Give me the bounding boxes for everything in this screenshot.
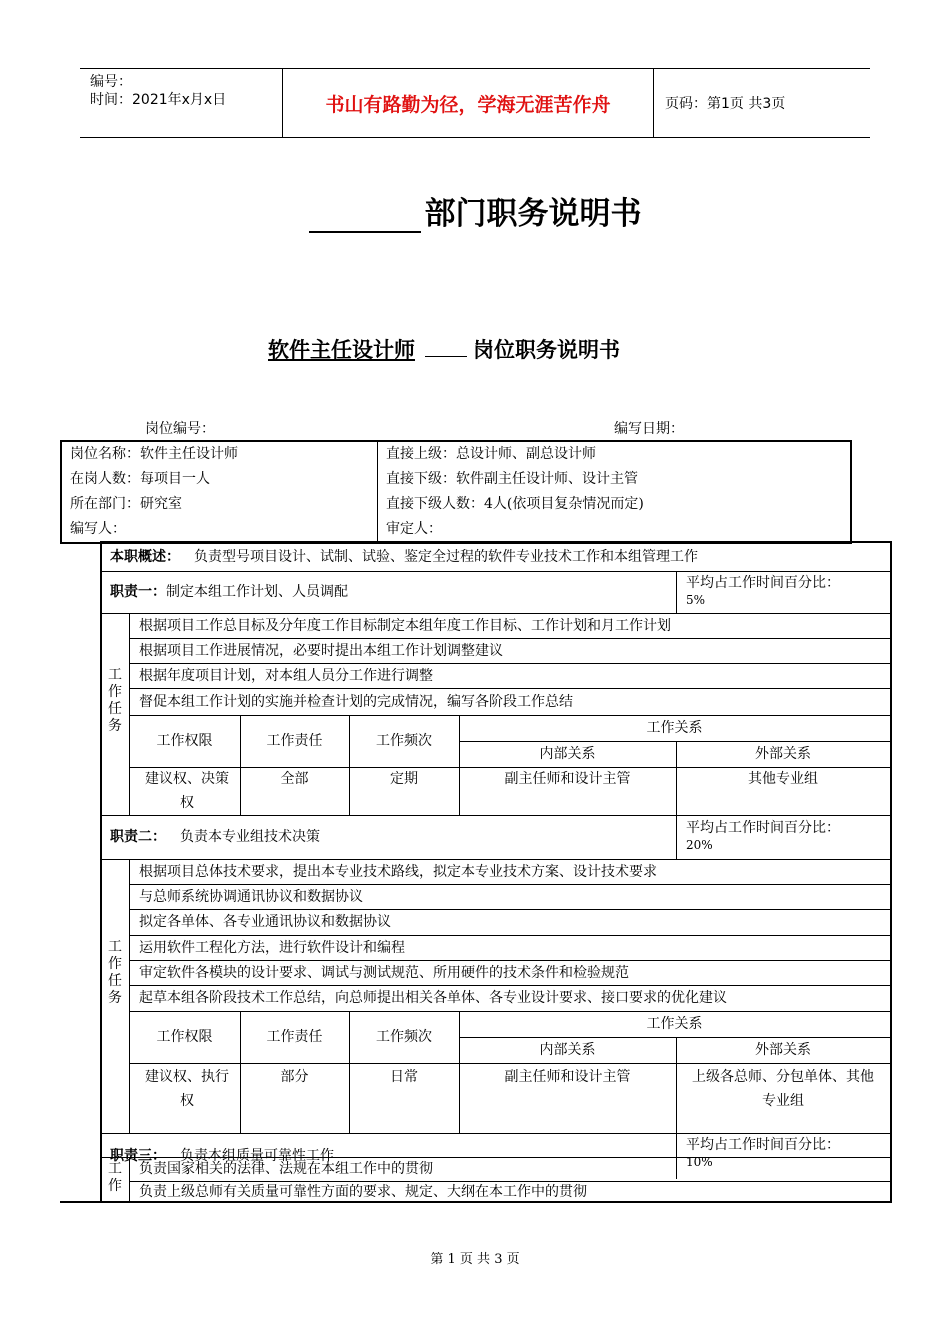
- duty2-title: 负责本专业组技术决策: [180, 829, 320, 845]
- overview-label: 本职概述：: [110, 549, 180, 565]
- duty1-authority: 建议权、决策权: [145, 771, 229, 811]
- rel-header-responsibility: 工作责任: [266, 1029, 323, 1045]
- duty1-title: 制定本组工作计划、人员调配: [166, 584, 348, 600]
- duty2-external: 上级各总师、分包单体、其他专业组: [692, 1069, 874, 1109]
- rel-header-frequency: 工作频次: [376, 1029, 432, 1045]
- info-left: [62, 442, 238, 542]
- row-divider: [129, 1063, 890, 1064]
- task-item: 根据年度项目计划，对本组人员分工作进行调整: [139, 667, 433, 684]
- col-divider: [676, 815, 677, 859]
- duty3-label: 职责三：: [110, 1148, 166, 1164]
- task-item: 根据项目工作总目标及分年度工作目标制定本组年度工作目标、工作计划和月工作计划: [139, 617, 671, 634]
- rel-header-frequency: 工作频次: [376, 733, 432, 749]
- duty2-header: [110, 815, 320, 859]
- task-item: 审定软件各模块的设计要求、调试与测试规范、所用硬件的技术条件和检验规范: [139, 964, 629, 981]
- duty2-frequency: 日常: [390, 1069, 418, 1085]
- position-title-row: [258, 334, 620, 364]
- date-label: 时间：2021年x月x日: [90, 92, 227, 108]
- duty2-internal: 副主任师和设计主管: [504, 1069, 631, 1085]
- write-date-label: 编写日期：: [614, 421, 684, 437]
- info-box: [60, 440, 852, 544]
- doc-title: 部门职务说明书: [424, 196, 642, 232]
- task-item: 起草本组各阶段技术工作总结，向总师提出相关各单体、各专业设计要求、接口要求的优化建议: [139, 990, 727, 1006]
- col-divider: [129, 859, 130, 1133]
- col-divider: [129, 613, 130, 815]
- info-item: 所在部门：研究室: [70, 496, 182, 512]
- task-side-label: 工 作 任 务: [108, 667, 122, 734]
- rel-header-internal: 内部关系: [539, 1042, 596, 1058]
- page-info: 页码：第1页 共3页: [665, 96, 786, 112]
- info-item: 直接下级人数：4人(依项目复杂情况而定): [386, 496, 644, 512]
- task-item: 负责国家相关的法律、法规在本组工作中的贯彻: [139, 1161, 433, 1177]
- duty1-responsibility: 全部: [280, 771, 309, 787]
- rel-header-responsibility: 工作责任: [266, 733, 323, 749]
- duty1-pct: [686, 575, 840, 609]
- info-item: 岗位名称：软件主任设计师: [70, 446, 238, 462]
- page-header: [80, 68, 870, 138]
- duty3-pct: [686, 1137, 840, 1171]
- motto: 书山有路勤为径，学海无涯苦作舟: [282, 69, 654, 137]
- duty1-internal: 副主任师和设计主管: [504, 771, 631, 787]
- col-divider: [676, 1133, 677, 1179]
- position-name: 软件主任设计师: [268, 338, 415, 362]
- table-bottom-line: [60, 1201, 890, 1203]
- duty3-title: 负责本组质量可靠性工作: [180, 1148, 334, 1164]
- pct-value: 5%: [686, 593, 706, 607]
- duty2-responsibility: 部分: [280, 1069, 309, 1085]
- rel-header-relations: 工作关系: [646, 1016, 703, 1032]
- overview-row: [110, 543, 698, 571]
- col-divider: [676, 571, 677, 613]
- duty2-authority: 建议权、执行权: [145, 1069, 229, 1109]
- info-item: 直接下级：软件副主任设计师、设计主管: [386, 471, 638, 487]
- rel-header-internal: 内部关系: [539, 746, 596, 762]
- duty2-label: 职责二：: [110, 829, 166, 845]
- duty1-header: [110, 571, 348, 613]
- rel-header-relations: 工作关系: [646, 720, 703, 736]
- rel-header-authority: 工作权限: [156, 733, 213, 749]
- task-item: 运用软件工程化方法，进行软件设计和编程: [139, 939, 405, 956]
- info-item: 在岗人数：每项目一人: [70, 471, 210, 487]
- info-item: 直接上级：总设计师、副总设计师: [386, 446, 596, 462]
- duty1-frequency: 定期: [390, 771, 418, 787]
- duty-table: [100, 541, 892, 1203]
- header-left: [90, 73, 226, 109]
- title-blank: [309, 201, 421, 233]
- task-item: 根据项目总体技术要求，提出本专业技术路线，拟定本专业技术方案、设计技术要求: [139, 863, 657, 880]
- number-label: 编号：: [90, 74, 132, 90]
- pct-label: 平均占工作时间百分比：: [686, 820, 840, 836]
- task-side-label: 工 作 任 务: [108, 939, 122, 1006]
- info-item: 审定人：: [386, 521, 442, 537]
- pct-value: 10%: [686, 1155, 713, 1169]
- info-item: 编写人：: [70, 521, 126, 537]
- rel-header-external: 外部关系: [755, 1042, 811, 1058]
- pct-value: 20%: [686, 838, 713, 852]
- duty2-pct: [686, 820, 840, 854]
- overview-text: 负责型号项目设计、试制、试验、鉴定全过程的软件专业技术工作和本组管理工作: [194, 549, 698, 565]
- page-footer: 第 1 页 共 3 页: [430, 1252, 520, 1267]
- task-side-label: 工 作: [108, 1161, 122, 1194]
- pct-label: 平均占工作时间百分比：: [686, 1137, 840, 1153]
- rel-header-external: 外部关系: [755, 746, 811, 762]
- task-item: 拟定各单体、各专业通讯协议和数据协议: [139, 914, 391, 930]
- task-item: 根据项目工作进展情况，必要时提出本组工作计划调整建议: [139, 642, 503, 659]
- task-item: 与总师系统协调通讯协议和数据协议: [139, 888, 363, 905]
- duty1-label: 职责一：: [110, 584, 166, 600]
- info-right: [377, 442, 644, 542]
- task-item: 负责上级总师有关质量可靠性方面的要求、规定、大纲在本工作中的贯彻: [139, 1184, 587, 1200]
- rel-header-authority: 工作权限: [156, 1029, 213, 1045]
- pct-label: 平均占工作时间百分比：: [686, 575, 840, 591]
- position-title-suffix: 岗位职务说明书: [473, 338, 620, 362]
- duty1-external: 其他专业组: [748, 771, 818, 787]
- position-title-gap: [425, 336, 467, 357]
- col-divider: [129, 1157, 130, 1203]
- task-item: 督促本组工作计划的实施并检查计划的完成情况，编写各阶段工作总结: [139, 693, 573, 710]
- doc-title-row: [0, 188, 950, 233]
- post-number-label: 岗位编号：: [145, 421, 215, 437]
